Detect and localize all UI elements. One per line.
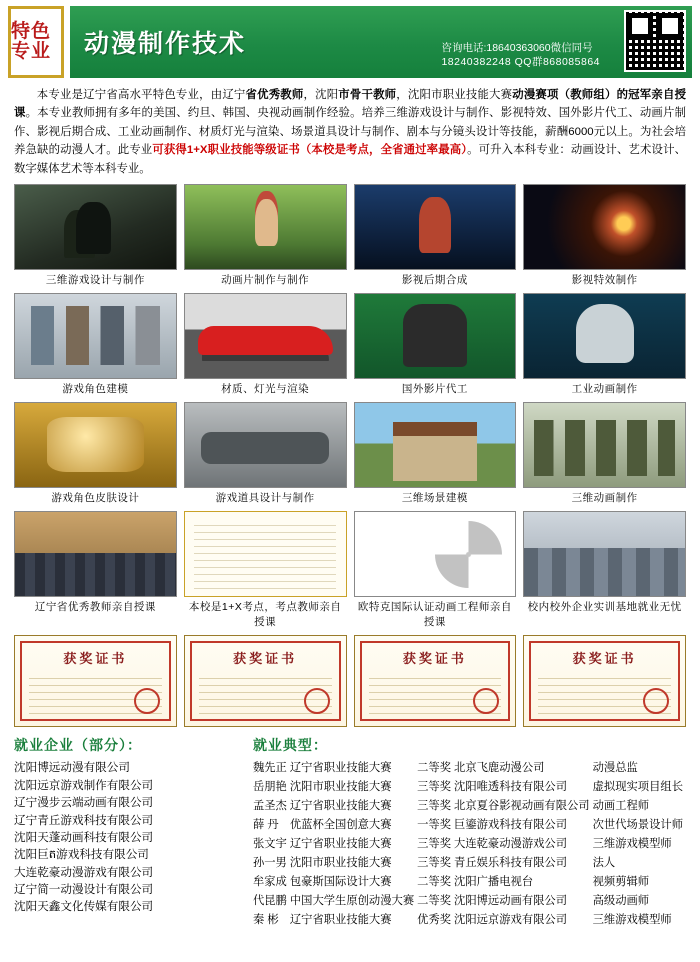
award-certificate-2[interactable] xyxy=(184,635,347,727)
thumb-animation-production[interactable] xyxy=(184,184,347,288)
typical-role: 虚拟现实项目组长 xyxy=(592,781,683,794)
employment-company: 沈阳博远动漫有限公司 xyxy=(14,761,130,775)
intro-span-3: 市骨干教师 xyxy=(338,89,397,101)
typical-name: 孟圣杰 xyxy=(252,800,287,813)
typical-event: 包豪斯国际设计大赛 xyxy=(289,875,392,888)
seal-icon xyxy=(304,688,330,714)
typical-name: 孙一男 xyxy=(252,857,287,870)
contact-line-1: 咨询电话:18640363060微信同号 xyxy=(441,41,593,54)
typical-prize: 三等奖 xyxy=(417,857,452,870)
typical-name: 代昆鹏 xyxy=(252,894,287,907)
thumb-3d-animation[interactable] xyxy=(523,402,686,506)
thumb-3d-game-design[interactable] xyxy=(14,184,177,288)
badge-text: 特色专业 xyxy=(11,21,52,62)
thumb-character-modeling-caption: 游戏角色建模 xyxy=(62,383,129,396)
thumb-autodesk-cert-image xyxy=(354,511,517,597)
typical-role: 法人 xyxy=(592,857,616,870)
thumb-overseas-film-caption: 国外影片代工 xyxy=(401,383,468,396)
typical-company: 沈阳博远动画有限公司 xyxy=(454,894,568,907)
thumb-teacher-lecture-image xyxy=(14,511,177,597)
typical-role: 动画工程师 xyxy=(592,800,650,813)
intro-span-4: ，沈阳市职业技能大赛 xyxy=(396,89,513,101)
thumb-teacher-lecture[interactable] xyxy=(14,511,177,630)
intro-span-8: 。可升入本科专业：动画设计、艺术设计、数字媒体艺术等本科专业。 xyxy=(14,144,686,175)
typical-company: 沈阳远京游戏有限公司 xyxy=(454,913,568,926)
typical-role: 动漫总监 xyxy=(592,762,638,775)
typical-name: 张文宇 xyxy=(252,838,287,851)
seal-icon xyxy=(134,688,160,714)
certificate-title: 获奖证书 xyxy=(402,651,467,667)
typical-event: 沈阳市职业技能大赛 xyxy=(289,857,392,870)
thumb-scene-modeling[interactable] xyxy=(354,402,517,506)
certificates-row xyxy=(14,635,686,727)
qr-code-icon xyxy=(624,10,686,72)
typical-name: 薛 丹 xyxy=(252,819,279,832)
typical-company: 沈阳广播电视台 xyxy=(454,875,534,888)
typical-table xyxy=(253,759,686,929)
typical-role: 高级动画师 xyxy=(592,894,650,907)
thumb-3d-game-design-caption: 三维游戏设计与制作 xyxy=(45,274,145,287)
employment-title: 就业企业（部分）： xyxy=(14,737,142,754)
intro-span-6: 。本专业教师拥有多年的美国、约旦、韩国、央视动画制作经验。培养三维游戏设计与制作、影视特效、国外影片代工、动画片制作、影视后期合成、工业动画制作、材质灯光与渲染、场景道具设计与制作、剧本与分镜头设计等技能，薪酬6000元以上。为社会培养急缺的动漫人才。此专业 xyxy=(14,107,686,157)
thumb-1x-certificate-caption: 本校是1+X考点，考点教师亲自授课 xyxy=(188,601,342,629)
page-header xyxy=(8,6,692,78)
table-row xyxy=(253,835,686,854)
thumb-industrial-animation-image xyxy=(523,293,686,379)
table-row xyxy=(253,816,686,835)
typical-prize: 二等奖 xyxy=(417,875,452,888)
typical-company: 北京夏谷影视动画有限公司 xyxy=(454,800,590,813)
thumb-vfx[interactable] xyxy=(523,184,686,288)
table-row xyxy=(253,873,686,892)
employment-company: 辽宁简一动漫设计有限公司 xyxy=(14,883,154,897)
typical-name: 岳朋艳 xyxy=(252,781,287,794)
typical-company: 北京飞鹿动漫公司 xyxy=(454,762,545,775)
thumb-skin-design[interactable] xyxy=(14,402,177,506)
feature-major-badge xyxy=(8,6,64,78)
typical-company: 沈阳唯透科技有限公司 xyxy=(454,781,568,794)
table-row xyxy=(253,911,686,930)
thumb-animation-production-image xyxy=(184,184,347,270)
intro-span-2: ，沈阳 xyxy=(303,89,339,101)
bottom-section xyxy=(14,735,686,929)
thumb-post-production[interactable] xyxy=(354,184,517,288)
thumb-post-production-image xyxy=(354,184,517,270)
thumb-industrial-animation[interactable] xyxy=(523,293,686,397)
thumb-3d-game-design-image xyxy=(14,184,177,270)
thumb-3d-animation-image xyxy=(523,402,686,488)
thumb-scene-modeling-image xyxy=(354,402,517,488)
thumb-1x-certificate[interactable] xyxy=(184,511,347,630)
employment-company: 沈阳天蓬动画科技有限公司 xyxy=(14,830,154,844)
employment-company: 辽宁青丘游戏科技有限公司 xyxy=(14,813,154,827)
thumb-overseas-film-image xyxy=(354,293,517,379)
typical-role: 三维游戏模型师 xyxy=(592,838,672,851)
title-bar xyxy=(70,6,692,78)
typical-prize: 二等奖 xyxy=(417,894,452,907)
typical-column xyxy=(253,735,686,929)
typical-name: 魏先正 xyxy=(252,762,287,775)
typical-role: 三维游戏模型师 xyxy=(592,913,672,926)
typical-prize: 一等奖 xyxy=(417,819,452,832)
employment-company: 沈阳远京游戏制作有限公司 xyxy=(14,778,154,792)
certificate-row xyxy=(14,635,686,727)
thumb-training-base[interactable] xyxy=(523,511,686,630)
employment-company: 沈阳巨ត游戏科技有限公司 xyxy=(14,848,149,862)
typical-event: 辽宁省职业技能大赛 xyxy=(289,762,392,775)
table-row xyxy=(253,797,686,816)
thumb-vfx-caption: 影视特效制作 xyxy=(571,274,638,287)
gallery xyxy=(14,184,686,630)
thumb-scene-modeling-caption: 三维场景建模 xyxy=(401,492,468,505)
employment-company: 辽宁漫步云端动画有限公司 xyxy=(14,796,154,810)
thumb-3d-animation-caption: 三维动画制作 xyxy=(571,492,638,505)
typical-event: 辽宁省职业技能大赛 xyxy=(289,913,392,926)
typical-event: 中国大学生原创动漫大赛 xyxy=(289,894,415,907)
typical-prize: 三等奖 xyxy=(417,838,452,851)
table-row xyxy=(253,892,686,911)
award-certificate-3[interactable] xyxy=(354,635,517,727)
typical-prize: 优秀奖 xyxy=(417,913,452,926)
thumb-character-modeling[interactable] xyxy=(14,293,177,397)
thumb-skin-design-caption: 游戏角色皮肤设计 xyxy=(51,492,140,505)
typical-company: 青丘娱乐科技有限公司 xyxy=(454,857,568,870)
thumb-material-lighting-caption: 材质、灯光与渲染 xyxy=(221,383,310,396)
thumb-1x-certificate-image xyxy=(184,511,347,597)
thumb-prop-design-caption: 游戏道具设计与制作 xyxy=(215,492,315,505)
thumb-industrial-animation-caption: 工业动画制作 xyxy=(571,383,638,396)
typical-title: 就业典型： xyxy=(252,737,328,754)
thumb-material-lighting-image xyxy=(184,293,347,379)
thumb-prop-design[interactable] xyxy=(184,402,347,506)
typical-company: 巨鎏游戏科技有限公司 xyxy=(454,819,568,832)
thumb-teacher-lecture-caption: 辽宁省优秀教师亲自授课 xyxy=(34,601,156,614)
award-certificate-4[interactable] xyxy=(523,635,686,727)
table-row xyxy=(253,854,686,873)
typical-role: 视频剪辑师 xyxy=(592,875,650,888)
thumb-autodesk-cert-caption: 欧特克国际认证动画工程师亲自授课 xyxy=(357,601,512,629)
typical-name: 秦 彬 xyxy=(252,913,279,926)
typical-event: 优蓝杯全国创意大赛 xyxy=(289,819,392,832)
thumb-character-modeling-image xyxy=(14,293,177,379)
award-certificate-1-frame xyxy=(14,635,177,727)
thumb-animation-production-caption: 动画片制作与制作 xyxy=(221,274,310,287)
typical-name: 牟家成 xyxy=(252,875,287,888)
typical-prize: 三等奖 xyxy=(417,781,452,794)
thumb-autodesk-cert[interactable] xyxy=(354,511,517,630)
award-certificate-1[interactable] xyxy=(14,635,177,727)
employment-company: 沈阳天鑫文化传媒有限公司 xyxy=(14,900,154,914)
intro-span-7: 可获得1+X职业技能等级证书（本校是考点，全省通过率最高） xyxy=(152,144,468,157)
gallery-row xyxy=(14,511,686,630)
typical-event: 辽宁省职业技能大赛 xyxy=(289,838,392,851)
thumb-training-base-image xyxy=(523,511,686,597)
award-certificate-3-frame xyxy=(354,635,517,727)
gallery-row xyxy=(14,293,686,397)
typical-prize: 三等奖 xyxy=(417,800,452,813)
typical-role: 次世代场景设计师 xyxy=(592,819,683,832)
intro-span-5: 动漫赛项（教师组）的冠军亲自授课 xyxy=(14,89,686,120)
table-row xyxy=(253,778,686,797)
certificate-title: 获奖证书 xyxy=(233,651,298,667)
contact-line-2: 18240382248 QQ群868085864 xyxy=(441,56,600,69)
typical-prize: 二等奖 xyxy=(417,762,452,775)
thumb-vfx-image xyxy=(523,184,686,270)
employment-company: 大连乾豪动漫游戏有限公司 xyxy=(14,865,154,879)
thumb-post-production-caption: 影视后期合成 xyxy=(401,274,468,287)
gallery-row xyxy=(14,402,686,506)
intro-paragraph xyxy=(14,86,686,178)
certificate-title: 获奖证书 xyxy=(572,651,637,667)
table-row xyxy=(253,759,686,778)
thumb-material-lighting[interactable] xyxy=(184,293,347,397)
award-certificate-4-frame xyxy=(523,635,686,727)
page-title: 动漫制作技术 xyxy=(84,30,247,58)
contact-info xyxy=(441,41,600,70)
intro-span-1: 省优秀教师 xyxy=(245,89,304,101)
typical-company: 大连乾豪动漫游戏公司 xyxy=(454,838,568,851)
certificate-title: 获奖证书 xyxy=(63,651,128,667)
thumb-training-base-caption: 校内校外企业实训基地就业无忧 xyxy=(527,601,682,614)
intro-span-0: 本专业是辽宁省高水平特色专业，由辽宁 xyxy=(36,89,246,101)
employment-column xyxy=(14,735,243,929)
thumb-prop-design-image xyxy=(184,402,347,488)
thumb-skin-design-image xyxy=(14,402,177,488)
award-certificate-2-frame xyxy=(184,635,347,727)
thumb-overseas-film[interactable] xyxy=(354,293,517,397)
typical-event: 沈阳市职业技能大赛 xyxy=(289,781,392,794)
typical-event: 辽宁省职业技能大赛 xyxy=(289,800,392,813)
gallery-row xyxy=(14,184,686,288)
